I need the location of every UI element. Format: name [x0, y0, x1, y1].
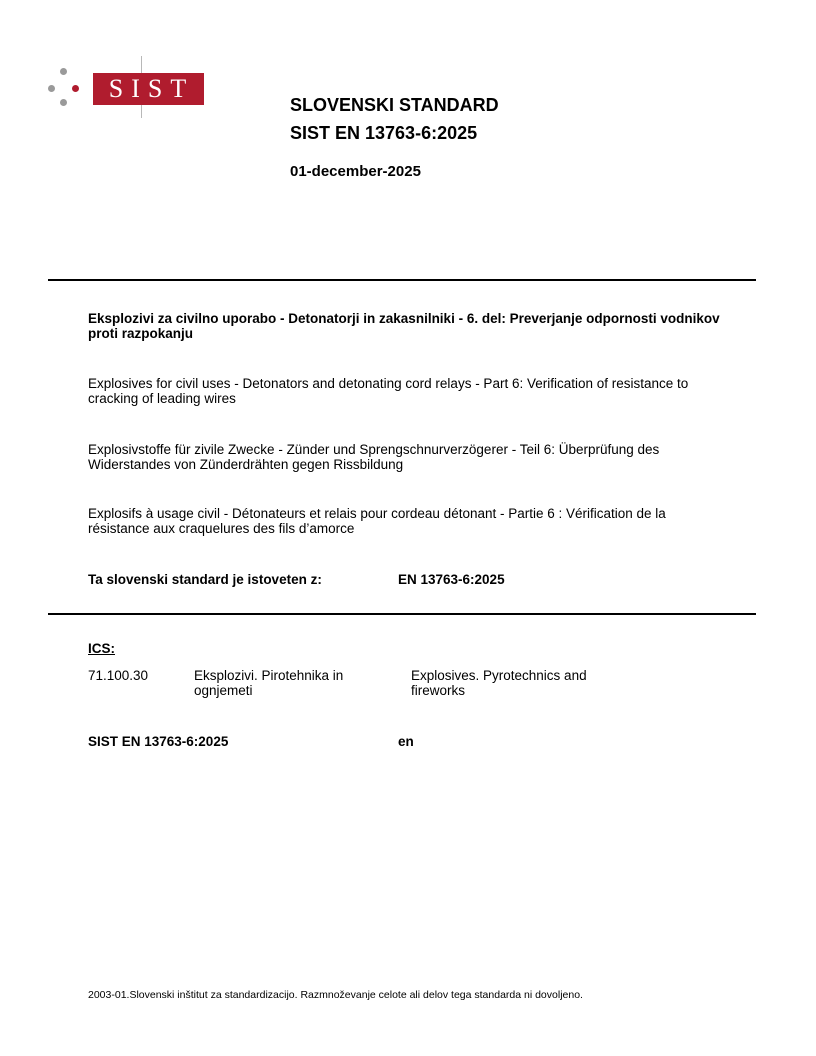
- ics-code: 71.100.30: [88, 668, 149, 683]
- sist-logo: SIST: [93, 73, 204, 105]
- identical-value: EN 13763-6:2025: [398, 572, 505, 587]
- title-french: Explosifs à usage civil - Détonateurs et relais pour cordeau détonant - Partie 6 : Vérification de la résistance aux craquelures des fils d’amorce: [88, 506, 666, 536]
- document-language: en: [398, 734, 414, 749]
- publication-date: 01-december-2025: [290, 163, 421, 180]
- sist-logo-dots: [46, 66, 82, 110]
- copyright-footer: 2003-01.Slovenski inštitut za standardizacijo. Razmnoževanje celote ali delov tega standarda ni dovoljeno.: [88, 989, 583, 1001]
- top-divider: [48, 279, 756, 281]
- standard-number: SIST EN 13763-6:2025: [290, 123, 478, 143]
- logo-dot-red-icon: [72, 85, 79, 92]
- ics-description-en: Explosives. Pyrotechnics and fireworks: [411, 668, 587, 698]
- logo-dot-icon: [60, 68, 67, 75]
- logo-dot-icon: [48, 85, 55, 92]
- ics-description-sl: Eksplozivi. Pirotehnika in ognjemeti: [194, 668, 344, 698]
- logo-dot-icon: [60, 99, 67, 106]
- title-english: Explosives for civil uses - Detonators and detonating cord relays - Part 6: Verification of resistance to cracking of leading wires: [88, 376, 689, 406]
- identical-label: Ta slovenski standard je istoveten z:: [88, 572, 322, 587]
- title-slovenian: Eksplozivi za civilno uporabo - Detonatorji in zakasnilniki - 6. del: Preverjanje odpornosti vodnikov proti razpokanju: [88, 311, 720, 341]
- bottom-divider: [48, 613, 756, 615]
- ics-label: ICS:: [88, 641, 115, 656]
- title-german: Explosivstoffe für zivile Zwecke - Zünder und Sprengschnurverzögerer - Teil 6: Überprüfung des Widerstandes von Zünderdrähten gegen Rissbildung: [88, 442, 660, 472]
- document-code: SIST EN 13763-6:2025: [88, 734, 229, 749]
- standard-title: SLOVENSKI STANDARD: [290, 95, 499, 115]
